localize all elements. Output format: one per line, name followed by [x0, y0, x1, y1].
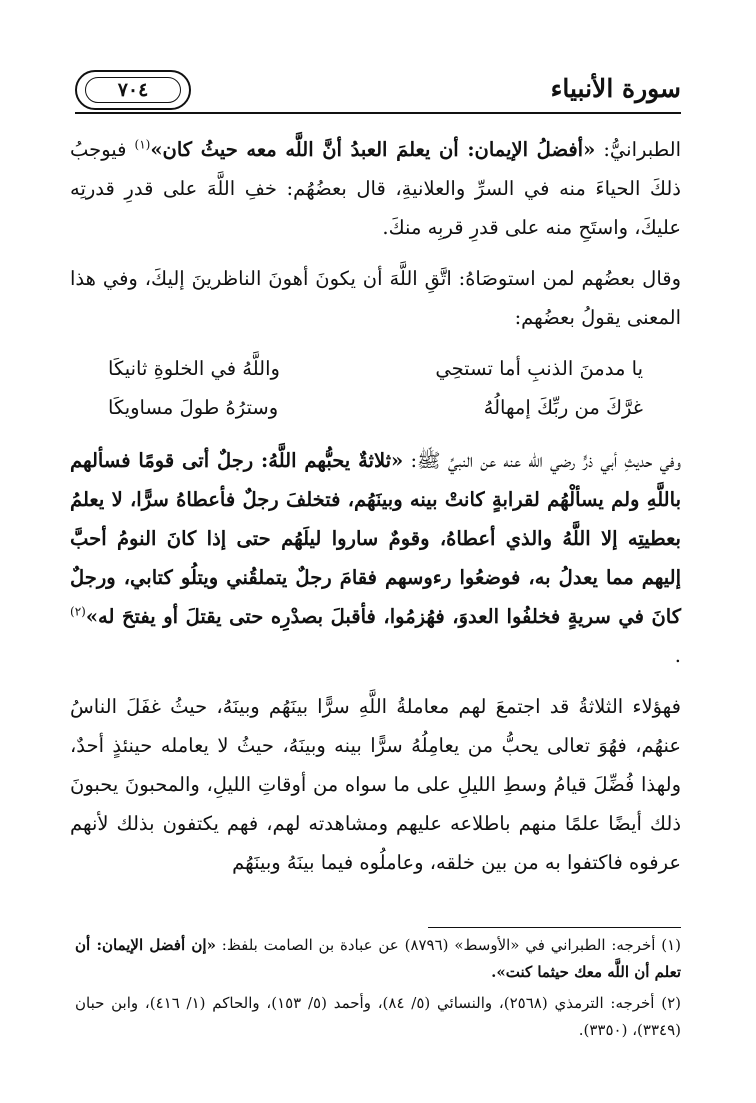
surah-title: سورة الأنبياء — [550, 74, 681, 103]
paragraph-3 — [70, 441, 681, 675]
poem-verse — [70, 349, 681, 388]
footnote-ref-1: (١) — [134, 137, 151, 152]
hadith-quote-1: «أفضلُ الإيمان: أن يعلمَ العبدُ أنَّ اللَّه معه حيثُ كان» — [150, 138, 596, 161]
paragraph-1 — [70, 130, 681, 247]
page-header — [75, 70, 681, 114]
paragraph-2: وقال بعضُهم لمن استوصَاهُ: اتَّقِ اللَّهَ أن يكونَ أهونَ الناظرينَ إليكَ، وفي هذا المعنى يقولُ بعضُهم: — [70, 267, 681, 329]
hadith-quote-2: «ثلاثةٌ يحبُّهم اللَّهُ: رجلٌ أتى قومًا فسألهم باللَّهِ ولم يسألْهُم لقرابةٍ كانتْ بينه وبينَهُم، فتخلفَ رجلٌ فأعطاهُ سرًّا، لا يعلمُ بعطيتِه إلا اللَّهُ والذي أعطاهُ، وقومٌ ساروا ليلَهُم حتى إذا كانَ النومُ أحبَّ إليهم مما يعدلُ به، فوضعُوا رءوسهم فقامَ رجلٌ يتملقُني ويتلُو كتابي، ورجلٌ كانَ في سريةٍ فخلفُوا العدوَ، فهُزمُوا، فأقبلَ بصدْرِه حتى يقتلَ أو يفتحَ له» — [70, 449, 681, 628]
paragraph-3-end: . — [674, 644, 681, 667]
footnote-1 — [75, 932, 681, 986]
footnote-divider — [428, 927, 681, 928]
paragraph-1-rest: فيوجبُ ذلكَ الحياءَ منه في السرِّ والعلانيةِ، قال بعضُهُم: خفِ اللَّهَ على قدرِ قدرتِه عليكَ، واستَحِ منه على قدرِ قربِه منكَ. — [70, 138, 681, 239]
poem-verse — [70, 388, 681, 427]
page-number: ٧٠٤ — [85, 77, 181, 103]
verse-2-first-hemistich: غرَّكَ من ربِّكَ إمهالُهُ — [483, 396, 643, 419]
paragraph-3-lead: وفي حديثِ أبي ذرٍّ رضي الله عنه عن النبيِّ ﷺ: — [403, 449, 681, 472]
paragraph-1-lead: الطبرانيُّ: — [595, 138, 681, 161]
header-divider — [75, 112, 681, 114]
verse-1-second-hemistich: واللَّهُ في الخلوةِ ثانيكَا — [108, 357, 280, 380]
footnote-1-source: (١) أخرجه: الطبراني في «الأوسط» (٨٧٩٦) عن عبادة بن الصامت بلفظ: — [215, 936, 681, 954]
verse-1-first-hemistich: يا مدمنَ الذنبِ أما تستحِي — [435, 357, 643, 380]
footnote-1-quote: «إن أفضل الإيمان: أن تعلم أن اللَّه معك حيثما كنت». — [75, 936, 681, 981]
footnote-ref-2: (٢) — [70, 604, 86, 619]
footnote-2: (٢) أخرجه: الترمذي (٢٥٦٨)، والنسائي (٥/ ٨٤)، وأحمد (٥/ ١٥٣)، والحاكم (١/ ٤١٦)، وابن حبان (٣٣٤٩)، (٣٣٥٠). — [75, 994, 682, 1039]
footnotes — [75, 932, 681, 1048]
verse-2-second-hemistich: وسترُهُ طولَ مساويكَا — [108, 396, 279, 419]
main-text — [70, 130, 681, 894]
page-number-badge — [75, 70, 191, 110]
poem — [70, 349, 681, 427]
paragraph-4: فهؤلاء الثلاثةُ قد اجتمعَ لهم معاملةُ اللَّهِ سرًّا بينَهُم وبينَهُ، حيثُ غفَلَ الناسُ عنهُم، فهُوَ تعالى يحبُّ من يعامِلُهُ سرًّا بينه وبينَهُ، حيثُ لا يعامله حينئذٍ أحدٌ، ولهذا فُضِّلَ قيامُ وسطِ الليلِ على ما سواه من أوقاتِ الليلِ، والمحبونَ يحبونَ ذلك أيضًا علمًا منهم باطلاعه عليهم ومشاهدته لهم، فهم يكتفون بذلك لأنهم عرفوه فاكتفوا به من بين خلقه، وعاملُوه فيما بينَهُ وبينَهُم — [70, 695, 681, 874]
